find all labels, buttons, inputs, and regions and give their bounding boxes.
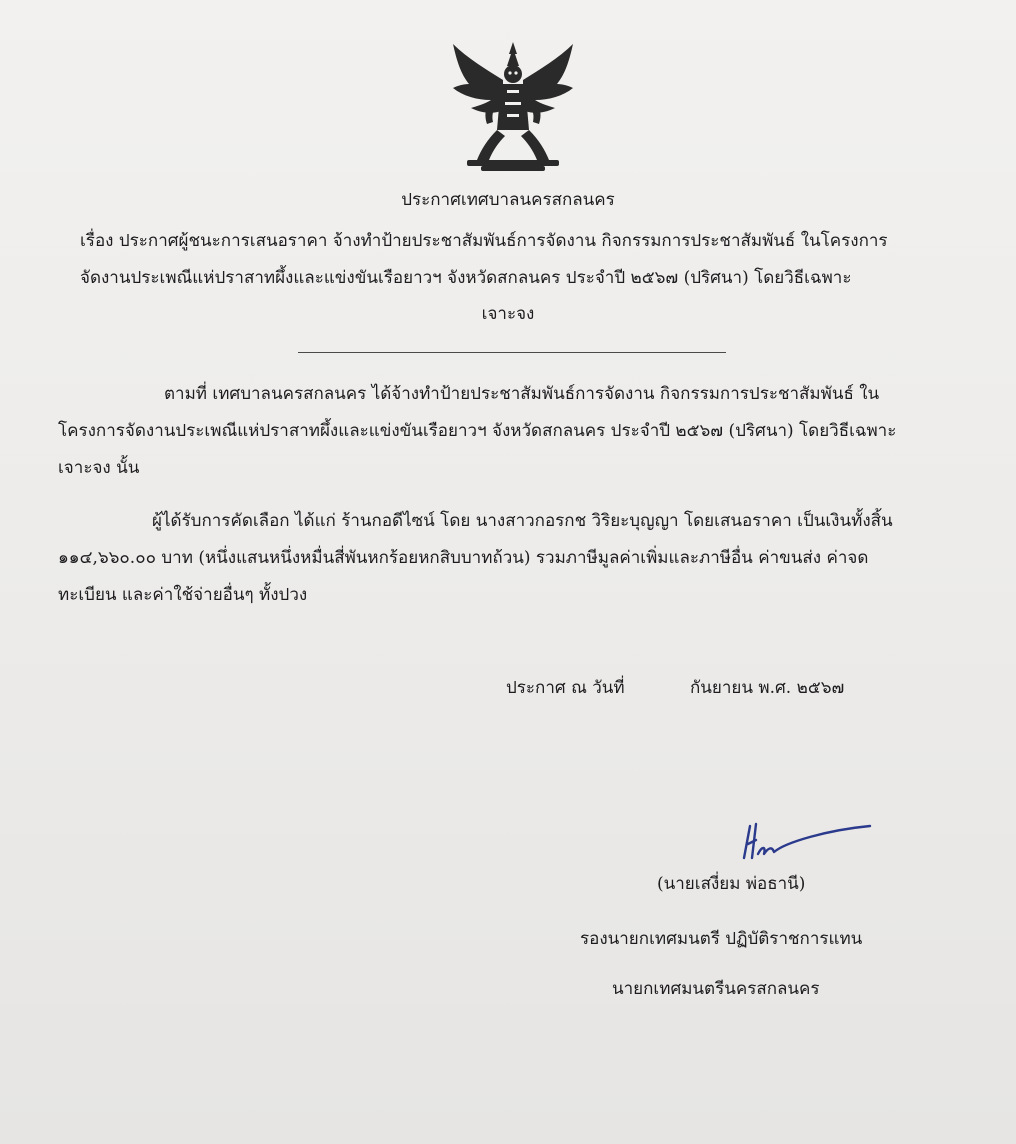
signer-position-line-2: นายกเทศมนตรีนครสกลนคร: [612, 979, 820, 999]
subject-line-2: จัดงานประเพณีแห่ปราสาทผึ้งและแข่งขันเรือยาวฯ จังหวัดสกลนคร ประจำปี ๒๕๖๗ (ปริศนา) โดยวิธีเฉพาะ: [80, 268, 852, 288]
paragraph1-line-1: ตามที่ เทศบาลนครสกลนคร ได้จ้างทำป้ายประชาสัมพันธ์การจัดงาน กิจกรรมการประชาสัมพันธ์ ใน: [164, 384, 880, 404]
document-title: ประกาศเทศบาลนครสกลนคร: [401, 190, 615, 210]
date-label: ประกาศ ณ วันที่: [506, 678, 625, 698]
date-value: กันยายน พ.ศ. ๒๕๖๗: [690, 678, 845, 698]
paragraph1-line-3: เจาะจง นั้น: [58, 458, 140, 478]
separator-line: [298, 352, 726, 353]
subject-line-3: เจาะจง: [481, 304, 535, 324]
signer-position-line-1: รองนายกเทศมนตรี ปฏิบัติราชการแทน: [580, 929, 863, 949]
signer-name: (นายเสงี่ยม พ่อธานี): [657, 874, 806, 894]
paragraph2-line-3: ทะเบียน และค่าใช้จ่ายอื่นๆ ทั้งปวง: [58, 585, 308, 605]
paragraph2-line-1: ผู้ได้รับการคัดเลือก ได้แก่ ร้านกอดีไซน์ โดย นางสาวกอรกช วิริยะบุญญา โดยเสนอราคา เป็นเงินทั้งสิ้น: [152, 511, 893, 531]
garuda-emblem-icon: [447, 40, 579, 174]
paragraph1-line-2: โครงการจัดงานประเพณีแห่ปราสาทผึ้งและแข่งขันเรือยาวฯ จังหวัดสกลนคร ประจำปี ๒๕๖๗ (ปริศนา) โดยวิธีเฉพาะ: [58, 421, 897, 441]
handwritten-signature: [738, 818, 874, 862]
paragraph2-line-2: ๑๑๔,๖๖๐.๐๐ บาท (หนึ่งแสนหนึ่งหมื่นสี่พันหกร้อยหกสิบบาทถ้วน) รวมภาษีมูลค่าเพิ่มและภาษีอื่น ค่าขนส่ง ค่าจด: [58, 548, 869, 568]
subject-line-1: เรื่อง ประกาศผู้ชนะการเสนอราคา จ้างทำป้ายประชาสัมพันธ์การจัดงาน กิจกรรมการประชาสัมพันธ์ ในโครงการ: [80, 231, 888, 251]
